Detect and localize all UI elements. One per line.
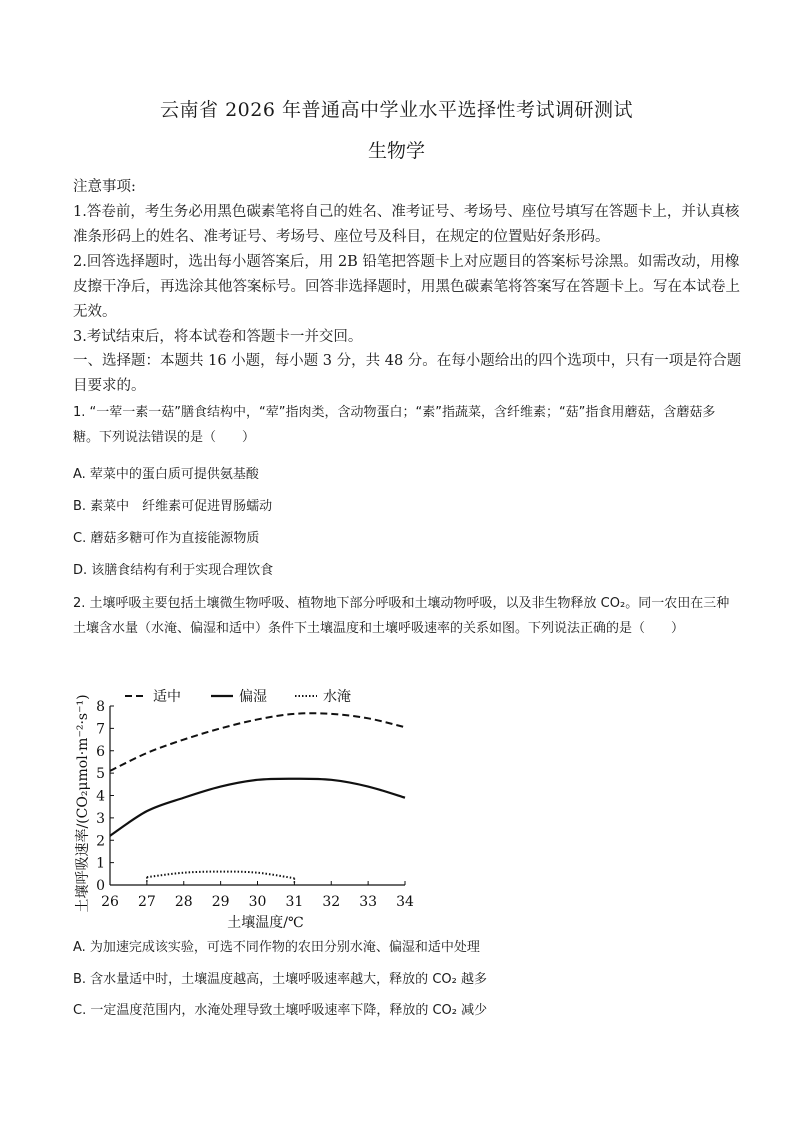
x-tick-label: 34 [396, 894, 414, 910]
question-2-option-b: B. 含水量适中时，土壤温度越高，土壤呼吸速率越大，释放的 CO₂ 越多 [73, 972, 487, 987]
series-line-wet [110, 779, 405, 836]
question-2-stem: 2. 土壤呼吸主要包括土壤微生物呼吸、植物地下部分呼吸和土壤动物呼吸，以及非生物释放 CO₂。同一农田在三种土壤含水量（水淹、偏湿和适中）条件下土壤温度和土壤呼吸速率的关系如图。下列说法正确的是（ ） [73, 596, 730, 636]
x-tick-label: 30 [248, 894, 267, 910]
question-1-option-b: B. 素菜中 纤维素可促进胃肠蠕动 [73, 499, 273, 514]
question-1-stem: 1. “一荤一素一菇”膳食结构中，“荤”指肉类，含动物蛋白；“素”指蔬菜，含纤维素；“菇”指食用蘑菇，含蘑菇多糖。下列说法错误的是（ ） [73, 405, 716, 445]
y-tick-label: 5 [96, 766, 105, 783]
subject-title: 生物学 [367, 140, 425, 162]
question-2-option-c: C. 一定温度范围内，水淹处理导致土壤呼吸速率下降，释放的 CO₂ 减少 [73, 1003, 488, 1018]
x-tick-label: 31 [285, 894, 304, 910]
exam-title: 云南省 2026 年普通高中学业水平选择性考试调研测试 [160, 99, 633, 121]
series-line-flooded [147, 872, 295, 879]
legend-label: 水淹 [323, 689, 351, 705]
y-tick-label: 4 [96, 788, 105, 805]
x-tick-label: 32 [322, 894, 341, 910]
y-axis-title: 土壤呼吸速率/(CO₂μmol·m⁻²·s⁻¹) [75, 694, 91, 913]
y-tick-label: 2 [96, 833, 105, 850]
x-tick-label: 27 [137, 894, 156, 910]
x-tick-label: 26 [101, 894, 119, 910]
question-1-option-d: D. 该膳食结构有利于实现合理饮食 [73, 563, 274, 578]
section-instructions [73, 349, 743, 399]
section-text: 一、选择题：本题共 16 小题，每小题 3 分，共 48 分。在每小题给出的四个选项中，只有一项是符合题目要求的。 [73, 353, 742, 394]
question-1-option-a: A. 荤菜中的蛋白质可提供氨基酸 [73, 467, 259, 482]
y-tick-label: 8 [96, 699, 105, 715]
x-tick-label: 28 [174, 894, 193, 910]
y-tick-label: 1 [96, 855, 105, 872]
y-tick-label: 3 [96, 810, 105, 827]
x-tick-label: 33 [359, 894, 378, 910]
notice-item: 1.答卷前，考生务必用黑色碳素笔将自己的姓名、准考证号、考场号、座位号填写在答题卡上，并认真核准条形码上的姓名、准考证号、考场号、座位号及科目，在规定的位置贴好条形码。 [73, 204, 740, 245]
notice-item: 2.回答选择题时，选出每小题答案后，用 2B 铅笔把答题卡上对应题目的答案标号涂黑。如需改动，用橡皮擦干净后，再选涂其他答案标号。回答非选择题时，用黑色碳素笔将答案写在答题卡上。写在本试卷上无效。 [73, 254, 740, 320]
legend-label: 偏湿 [239, 689, 267, 705]
question-2-option-a: A. 为加速完成该实验，可选不同作物的农田分别水淹、偏湿和适中处理 [73, 940, 480, 955]
question-1-option-c: C. 蘑菇多糖可作为直接能源物质 [73, 531, 260, 546]
chart-svg [73, 680, 433, 932]
x-tick-label: 29 [211, 894, 230, 910]
series-line-moderate [110, 713, 405, 771]
y-tick-label: 0 [96, 878, 105, 894]
y-tick-label: 6 [96, 743, 105, 760]
notice-list [73, 200, 743, 350]
notice-item: 3.考试结束后，将本试卷和答题卡一并交回。 [73, 329, 363, 345]
notice-heading: 注意事项: [73, 179, 136, 195]
soil-respiration-chart [73, 680, 433, 932]
y-tick-label: 7 [96, 721, 105, 738]
x-axis-title: 土壤温度/℃ [227, 915, 304, 931]
legend-label: 适中 [153, 689, 181, 705]
